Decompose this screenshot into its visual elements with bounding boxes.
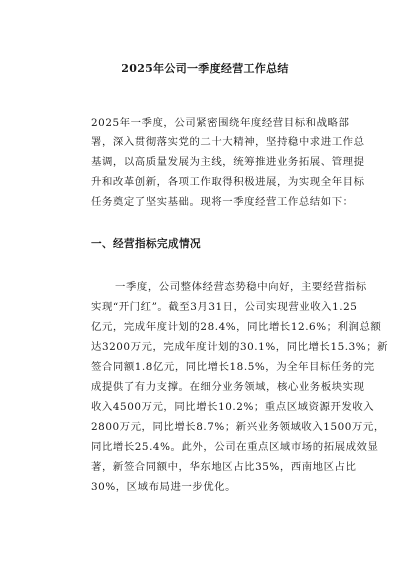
intro-line: 2025年一季度，公司紧密围绕年度经营目标和战略部	[91, 117, 350, 129]
body-line: 30%，区域布局进一步优化。	[91, 481, 237, 493]
section-heading: 一、经营指标完成情况	[91, 238, 201, 250]
intro-line: 基调，以高质量发展为主线，统筹推进业务拓展、管理提	[91, 156, 365, 168]
intro-line: 升和改革创新，各项工作取得积极进展，为实现全年目标	[91, 176, 365, 188]
intro-line: 任务奠定了坚实基础。现将一季度经营工作总结如下：	[91, 196, 354, 208]
body-line: 达3200万元，完成年度计划的30.1%，同比增长15.3%；新	[91, 341, 389, 353]
body-line: 实现“开门红”。截至3月31日，公司实现营业收入1.25	[91, 301, 358, 313]
body-line: 签合同额1.8亿元，同比增长18.5%，为全年目标任务的完	[91, 361, 375, 373]
document-title: 2025年公司一季度经营工作总结	[121, 62, 289, 75]
body-line: 成提供了有力支撑。在细分业务领域，核心业务板块实现	[91, 381, 365, 393]
body-line: 2800万元，同比增长8.7%；新兴业务领域收入1500万元，	[91, 421, 385, 433]
body-line: 收入4500万元，同比增长10.2%；重点区域资源开发收入	[91, 401, 375, 413]
body-line: 同比增长25.4%。此外，公司在重点区域市场的拓展成效显	[91, 441, 379, 453]
intro-line: 署，深入贯彻落实党的二十大精神，坚持稳中求进工作总	[91, 136, 365, 148]
body-line: 一季度，公司整体经营态势稳中向好，主要经营指标	[115, 281, 367, 293]
body-line: 亿元，完成年度计划的28.4%，同比增长12.6%；利润总额	[91, 321, 382, 333]
body-line: 著，新签合同额中，华东地区占比35%，西南地区占比	[91, 461, 357, 473]
